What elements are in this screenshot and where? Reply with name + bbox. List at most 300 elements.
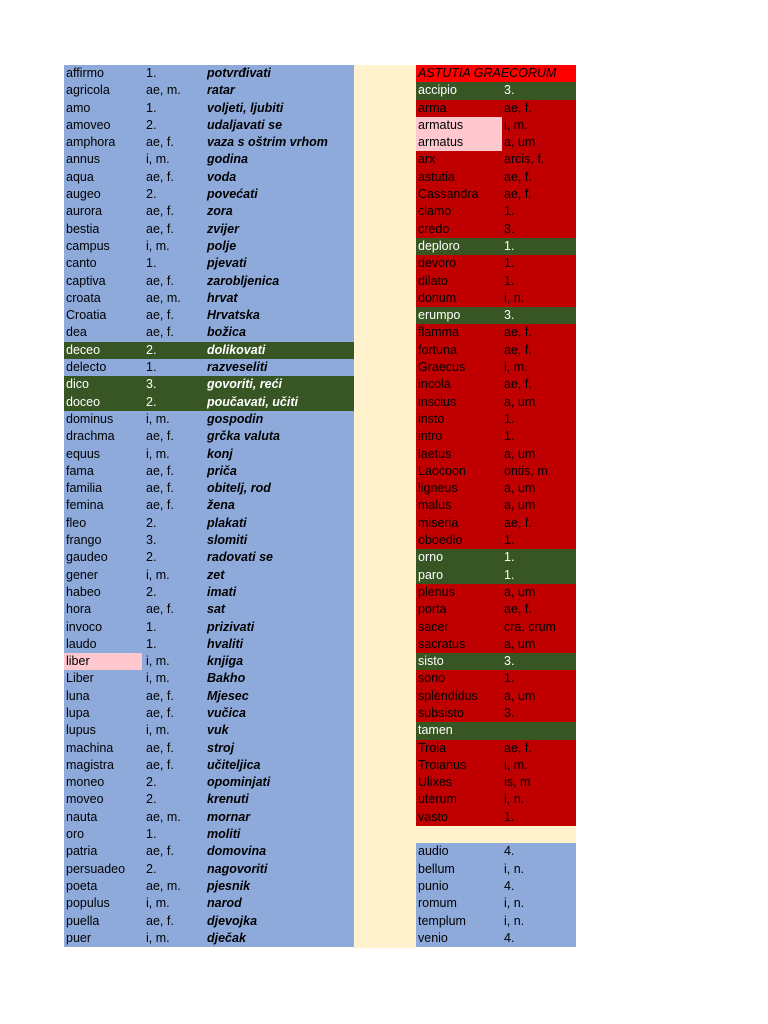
grammar-info: ae, f. xyxy=(146,273,174,288)
grammar-info: ae, f. xyxy=(504,377,532,392)
translation: krenuti xyxy=(207,792,249,807)
translation: zarobljenica xyxy=(207,273,280,288)
latin-word: arma xyxy=(418,100,447,115)
latin-word: invoco xyxy=(66,619,103,634)
grammar-info: i, m. xyxy=(146,723,170,738)
latin-word: armatus xyxy=(418,135,464,150)
table-row xyxy=(64,670,354,687)
translation: zet xyxy=(207,567,225,582)
table-row xyxy=(64,619,354,636)
grammar-info: 1. xyxy=(504,567,515,582)
grammar-info: ae, f. xyxy=(146,463,174,478)
table-row xyxy=(416,359,576,376)
table-row xyxy=(416,567,576,584)
grammar-info: 2. xyxy=(146,584,157,599)
table-row xyxy=(416,913,576,930)
grammar-info: ae, f. xyxy=(504,169,532,184)
latin-word: arx xyxy=(418,152,436,167)
table-row xyxy=(64,117,354,134)
table-row xyxy=(64,359,354,376)
grammar-info: ae, f. xyxy=(504,740,532,755)
grammar-info: i, m. xyxy=(146,238,170,253)
table-row xyxy=(64,376,354,393)
latin-word: subsisto xyxy=(418,705,464,720)
grammar-info: ae, m. xyxy=(146,290,181,305)
grammar-info: ae, f. xyxy=(504,515,532,530)
translation: Mjesec xyxy=(207,688,249,703)
latin-word: Cassandra xyxy=(418,187,479,202)
translation: poučavati, učiti xyxy=(207,394,298,409)
table-row xyxy=(64,722,354,739)
table-row xyxy=(416,809,576,826)
table-row xyxy=(64,549,354,566)
grammar-info: 3. xyxy=(504,654,515,669)
grammar-info: cra, crum xyxy=(504,619,557,634)
table-row xyxy=(416,342,576,359)
latin-word: liber xyxy=(66,654,90,669)
table-row xyxy=(416,255,576,272)
table-row xyxy=(64,290,354,307)
table-row xyxy=(416,757,576,774)
latin-word: malus xyxy=(418,498,452,513)
table-row xyxy=(416,238,576,255)
table-row xyxy=(416,740,576,757)
grammar-info: ae, m. xyxy=(146,83,181,98)
latin-word: populus xyxy=(66,896,110,911)
grammar-info: i, m. xyxy=(504,757,528,772)
table-row xyxy=(416,636,576,653)
grammar-info: ae, f. xyxy=(146,221,174,236)
latin-word: donum xyxy=(418,290,457,305)
translation: Bakho xyxy=(207,671,246,686)
grammar-info: a, um xyxy=(504,498,536,513)
grammar-info: 1. xyxy=(504,256,515,271)
latin-word: paro xyxy=(418,567,444,582)
grammar-info: i, n. xyxy=(504,861,525,876)
translation: zvijer xyxy=(207,221,239,236)
table-row xyxy=(416,186,576,203)
latin-word: insto xyxy=(418,411,445,426)
grammar-info: ae, f. xyxy=(146,757,174,772)
translation: radovati se xyxy=(207,550,274,565)
translation: mornar xyxy=(207,809,251,824)
table-row xyxy=(416,169,576,186)
grammar-info: i, n. xyxy=(504,896,525,911)
latin-word: familia xyxy=(66,481,103,496)
grammar-info: 2. xyxy=(146,187,157,202)
table-row xyxy=(64,273,354,290)
grammar-info: 1. xyxy=(146,827,157,842)
table-row xyxy=(64,100,354,117)
grammar-info: i, m. xyxy=(146,654,170,669)
latin-word: sacer xyxy=(418,619,449,634)
latin-word: dico xyxy=(66,377,89,392)
grammar-info: arcis, f. xyxy=(504,152,545,167)
table-row xyxy=(64,342,354,359)
grammar-info: 3. xyxy=(146,377,157,392)
latin-word: uterum xyxy=(418,792,457,807)
grammar-info: ae, f. xyxy=(504,325,532,340)
grammar-info: 2. xyxy=(146,394,157,409)
latin-word: intro xyxy=(418,429,443,444)
grammar-info: 2. xyxy=(146,342,157,357)
grammar-info: a, um xyxy=(504,446,536,461)
translation: imati xyxy=(207,584,237,599)
latin-word: magistra xyxy=(66,757,114,772)
table-row xyxy=(416,705,576,722)
grammar-info: i, m. xyxy=(504,117,528,132)
table-row xyxy=(416,411,576,428)
latin-word: amoveo xyxy=(66,117,111,132)
translation: opominjati xyxy=(207,775,271,790)
table-row xyxy=(64,843,354,860)
latin-word: fleo xyxy=(66,515,87,530)
latin-word: bellum xyxy=(418,861,455,876)
latin-word: Liber xyxy=(66,671,94,686)
table-row xyxy=(64,307,354,324)
translation: vaza s oštrim vrhom xyxy=(207,135,328,150)
table-row xyxy=(64,826,354,843)
translation: nagovoriti xyxy=(207,861,268,876)
table-row xyxy=(64,238,354,255)
table-row xyxy=(64,411,354,428)
grammar-info: ae, f. xyxy=(146,169,174,184)
table-row xyxy=(416,688,576,705)
table-row xyxy=(416,134,576,151)
right-vocabulary-table xyxy=(416,65,576,947)
grammar-info: 3. xyxy=(504,308,515,323)
table-row xyxy=(64,653,354,670)
latin-word: devoro xyxy=(418,256,457,271)
translation: govoriti, reći xyxy=(207,377,283,392)
grammar-info: 1. xyxy=(504,809,515,824)
grammar-info: ae, f. xyxy=(146,498,174,513)
latin-word: patria xyxy=(66,844,98,859)
table-row xyxy=(416,463,576,480)
latin-word: poeta xyxy=(66,878,98,893)
latin-word: Troianus xyxy=(418,757,467,772)
latin-word: luna xyxy=(66,688,90,703)
grammar-info: i, m. xyxy=(146,896,170,911)
translation: stroj xyxy=(207,740,235,755)
translation: prizivati xyxy=(207,619,255,634)
table-row xyxy=(64,151,354,168)
table-row xyxy=(416,497,576,514)
latin-word: porta xyxy=(418,602,447,617)
translation: vuk xyxy=(207,723,229,738)
section-title xyxy=(416,65,576,82)
latin-word: romum xyxy=(418,896,457,911)
grammar-info: 1. xyxy=(146,636,157,651)
latin-word: moneo xyxy=(66,775,105,790)
table-row xyxy=(416,82,576,99)
latin-word: habeo xyxy=(66,584,101,599)
translation: slomiti xyxy=(207,533,248,548)
latin-word: erumpo xyxy=(418,308,461,323)
table-row xyxy=(416,653,576,670)
grammar-info: 3. xyxy=(504,705,515,720)
grammar-info: ae, f. xyxy=(146,308,174,323)
translation: plakati xyxy=(207,515,247,530)
table-row xyxy=(64,82,354,99)
grammar-info: ae, f. xyxy=(146,913,174,928)
table-row xyxy=(416,878,576,895)
grammar-info: 2. xyxy=(146,792,157,807)
translation: priča xyxy=(207,463,237,478)
latin-word: audio xyxy=(418,844,449,859)
latin-word: flamma xyxy=(418,325,459,340)
table-row xyxy=(416,601,576,618)
table-row xyxy=(64,878,354,895)
latin-word: armatus xyxy=(418,117,464,132)
table-row xyxy=(416,394,576,411)
grammar-info: 1. xyxy=(504,273,515,288)
latin-word: amo xyxy=(66,100,91,115)
translation: domovina xyxy=(207,844,267,859)
grammar-info: i, m. xyxy=(146,411,170,426)
table-row xyxy=(416,722,576,739)
table-row xyxy=(416,324,576,341)
latin-word: Laocoon xyxy=(418,463,466,478)
table-row xyxy=(64,169,354,186)
table-row xyxy=(64,740,354,757)
translation: knjiga xyxy=(207,654,244,669)
table-row xyxy=(416,670,576,687)
latin-word: bestia xyxy=(66,221,100,236)
latin-word: persuadeo xyxy=(66,861,126,876)
translation: vučica xyxy=(207,705,246,720)
latin-word: lupa xyxy=(66,705,90,720)
table-row xyxy=(416,273,576,290)
translation: dolikovati xyxy=(207,342,266,357)
latin-word: sono xyxy=(418,671,446,686)
translation: narod xyxy=(207,896,242,911)
translation: Hrvatska xyxy=(207,308,260,323)
table-row xyxy=(64,601,354,618)
table-row xyxy=(64,809,354,826)
latin-word: Ulixes xyxy=(418,775,453,790)
grammar-info: i, m. xyxy=(146,567,170,582)
grammar-info: ae, f. xyxy=(146,204,174,219)
latin-word: deploro xyxy=(418,238,460,253)
latin-word: accipio xyxy=(418,83,457,98)
latin-word: dea xyxy=(66,325,87,340)
table-row xyxy=(416,584,576,601)
latin-word: clamo xyxy=(418,204,452,219)
grammar-info: 2. xyxy=(146,861,157,876)
table-row xyxy=(64,221,354,238)
latin-word: dominus xyxy=(66,411,114,426)
table-row xyxy=(416,307,576,324)
table-row xyxy=(416,774,576,791)
latin-word: puella xyxy=(66,913,100,928)
latin-word: aqua xyxy=(66,169,94,184)
table-row xyxy=(64,134,354,151)
table-row xyxy=(64,567,354,584)
table-row xyxy=(64,757,354,774)
grammar-info: is, m xyxy=(504,775,531,790)
table-row xyxy=(64,636,354,653)
latin-word: inscius xyxy=(418,394,457,409)
latin-word: affirmo xyxy=(66,66,104,80)
grammar-info: 1. xyxy=(504,429,515,444)
translation: grčka valuta xyxy=(207,429,280,444)
translation: ratar xyxy=(207,83,235,98)
table-row xyxy=(64,480,354,497)
translation: povećati xyxy=(207,187,258,202)
grammar-info: i, m. xyxy=(146,446,170,461)
latin-word: splendidus xyxy=(418,688,478,703)
grammar-info: a, um xyxy=(504,394,536,409)
table-row xyxy=(64,688,354,705)
table-row xyxy=(416,100,576,117)
latin-word: equus xyxy=(66,446,101,461)
table-row xyxy=(416,532,576,549)
latin-word: captiva xyxy=(66,273,106,288)
table-row xyxy=(416,428,576,445)
grammar-info: ae, f. xyxy=(146,602,174,617)
latin-word: miseria xyxy=(418,515,459,530)
grammar-info: 3. xyxy=(146,533,157,548)
grammar-info: i, m. xyxy=(146,930,170,945)
grammar-info: ae, f. xyxy=(504,602,532,617)
grammar-info: 2. xyxy=(146,775,157,790)
table-row xyxy=(416,791,576,808)
table-row xyxy=(64,463,354,480)
latin-word: laudo xyxy=(66,636,97,651)
translation: učiteljica xyxy=(207,757,261,772)
grammar-info: 1. xyxy=(504,550,515,565)
latin-word: canto xyxy=(66,256,97,271)
latin-word: gaudeo xyxy=(66,550,108,565)
latin-word: moveo xyxy=(66,792,104,807)
grammar-info: 3. xyxy=(504,83,515,98)
grammar-info: 1. xyxy=(504,671,515,686)
grammar-info: ae, f. xyxy=(504,187,532,202)
translation: voljeti, ljubiti xyxy=(207,100,284,115)
grammar-info: a, um xyxy=(504,135,536,150)
latin-word: agricola xyxy=(66,83,110,98)
table-row xyxy=(416,290,576,307)
latin-word: augeo xyxy=(66,187,101,202)
latin-word: amphora xyxy=(66,135,116,150)
latin-word: annus xyxy=(66,152,101,167)
table-row xyxy=(64,324,354,341)
table-row xyxy=(64,497,354,514)
grammar-info: 1. xyxy=(146,360,157,375)
grammar-info: 1. xyxy=(146,100,157,115)
translation: voda xyxy=(207,169,237,184)
latin-word: femina xyxy=(66,498,104,513)
left-vocabulary-table xyxy=(64,65,354,947)
latin-word: orno xyxy=(418,550,444,565)
spacer-column xyxy=(354,65,416,948)
latin-word: nauta xyxy=(66,809,98,824)
translation: djevojka xyxy=(207,913,258,928)
translation: hrvat xyxy=(207,290,238,305)
translation: božica xyxy=(207,325,246,340)
grammar-info: 1. xyxy=(146,619,157,634)
grammar-info: a, um xyxy=(504,481,536,496)
latin-word: drachma xyxy=(66,429,115,444)
grammar-info: ae, f. xyxy=(504,342,532,357)
table-row xyxy=(416,515,576,532)
grammar-info: i, m. xyxy=(504,360,528,375)
latin-word: aurora xyxy=(66,204,103,219)
table-row xyxy=(64,913,354,930)
table-row xyxy=(64,515,354,532)
latin-word: tamen xyxy=(418,723,453,738)
table-row xyxy=(64,705,354,722)
translation: dječak xyxy=(207,930,246,945)
translation: gospodin xyxy=(207,411,264,426)
table-row xyxy=(416,151,576,168)
table-row xyxy=(64,203,354,220)
latin-word: croata xyxy=(66,290,101,305)
grammar-info: 4. xyxy=(504,878,515,893)
table-row xyxy=(416,549,576,566)
translation: pjevati xyxy=(207,256,247,271)
grammar-info: ae, m. xyxy=(146,809,181,824)
table-row xyxy=(64,65,354,82)
table-row xyxy=(416,861,576,878)
latin-word: machina xyxy=(66,740,114,755)
grammar-info: 1. xyxy=(146,256,157,271)
section-title-text: ASTUTIA GRAECORUM xyxy=(418,66,557,80)
latin-word: Croatia xyxy=(66,308,107,323)
grammar-info: ae, f. xyxy=(146,481,174,496)
grammar-info: i, n. xyxy=(504,913,525,928)
translation: obitelj, rod xyxy=(207,481,271,496)
translation: pjesnik xyxy=(207,878,251,893)
grammar-info: i, n. xyxy=(504,290,525,305)
latin-word: vasto xyxy=(418,809,448,824)
latin-word: laetus xyxy=(418,446,452,461)
latin-word: templum xyxy=(418,913,466,928)
grammar-info: i, n. xyxy=(504,792,525,807)
table-row xyxy=(416,376,576,393)
grammar-info: ae, f. xyxy=(504,100,532,115)
translation: udaljavati se xyxy=(207,117,283,132)
empty-row xyxy=(416,826,576,843)
latin-word: gener xyxy=(66,567,98,582)
grammar-info: ontis, m. xyxy=(504,463,552,478)
grammar-info: 1. xyxy=(146,66,157,80)
latin-word: astutia xyxy=(418,169,455,184)
latin-word: delecto xyxy=(66,360,107,375)
latin-word: campus xyxy=(66,238,110,253)
latin-word: sisto xyxy=(418,654,444,669)
table-row xyxy=(416,203,576,220)
translation: polje xyxy=(207,238,237,253)
translation: sat xyxy=(207,602,226,617)
latin-word: incola xyxy=(418,377,451,392)
latin-word: hora xyxy=(66,602,92,617)
table-row xyxy=(416,480,576,497)
latin-word: punio xyxy=(418,878,449,893)
latin-word: venio xyxy=(418,930,448,945)
grammar-info: ae, f. xyxy=(146,325,174,340)
latin-word: Troia xyxy=(418,740,447,755)
latin-word: credo xyxy=(418,221,450,236)
grammar-info: ae, f. xyxy=(146,688,174,703)
grammar-info: 2. xyxy=(146,515,157,530)
latin-word: puer xyxy=(66,930,92,945)
table-row xyxy=(64,774,354,791)
grammar-info: 3. xyxy=(504,221,515,236)
translation: hvaliti xyxy=(207,636,244,651)
grammar-info: ae, f. xyxy=(146,844,174,859)
